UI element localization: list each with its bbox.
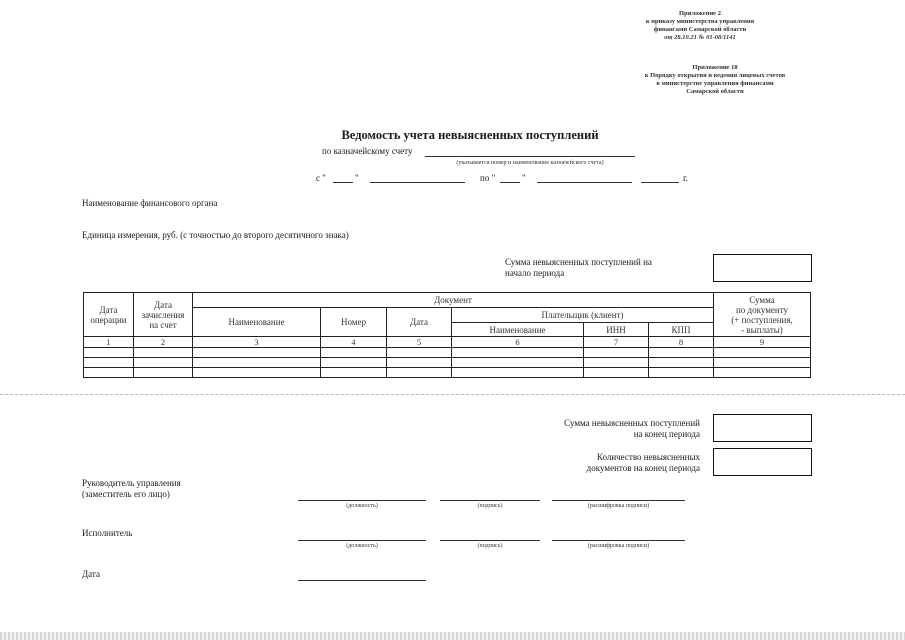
appendix-18-line4: Самарской области [686, 88, 744, 95]
table-cell[interactable] [193, 348, 321, 358]
unit-label: Единица измерения, руб. (с точностью до второго десятичного знака) [82, 230, 349, 240]
table-cell[interactable] [714, 358, 811, 368]
appendix-18-line3: в министерстве управления финансами [656, 80, 774, 87]
document-title: Ведомость учета невыясненных поступлений [341, 128, 599, 142]
table-row [84, 368, 811, 378]
period-to-month-line [537, 182, 632, 183]
header-payer-name: Наименование [452, 323, 584, 337]
header-payer: Плательщик (клиент) [452, 308, 714, 323]
date-label: Дата [82, 569, 100, 579]
period-to-quote: " [522, 173, 526, 183]
executor-signature-caption: (подпись) [477, 543, 503, 549]
table-cell[interactable] [584, 358, 649, 368]
header-date-operation-l1: Дата [99, 304, 118, 315]
header-date-credit-l1: Дата [154, 299, 172, 310]
appendix-2-header [610, 10, 790, 42]
table-row [84, 358, 811, 368]
account-label: по казначейскому счету [322, 146, 413, 156]
col-number-1: 1 [84, 337, 134, 348]
table-cell[interactable] [84, 368, 134, 378]
end-sum-line2: на конец периода [633, 429, 700, 439]
period-from-day-line [333, 182, 353, 183]
end-count-line2: документов на конец периода [586, 463, 700, 473]
executor-position-caption: (должность) [346, 543, 378, 549]
appendix-2-line2: к приказу министерства управления [645, 18, 755, 25]
head-decoding-line[interactable] [552, 500, 685, 501]
scan-divider [0, 394, 905, 395]
account-caption: (указывается номер и наименование казначейского счета) [456, 160, 604, 166]
table-cell[interactable] [84, 348, 134, 358]
appendix-2-line1: Приложение 2 [679, 10, 721, 17]
head-signature-line[interactable] [440, 500, 540, 501]
table-cell[interactable] [649, 358, 714, 368]
header-date-credit [134, 293, 193, 337]
period-to-day-line [500, 182, 520, 183]
table-cell[interactable] [387, 348, 452, 358]
table-cell[interactable] [134, 358, 193, 368]
period-from-quote: " [355, 173, 359, 183]
end-count-box[interactable] [713, 448, 812, 476]
table-cell[interactable] [452, 358, 584, 368]
head-decoding-caption: (расшифровка подписи) [587, 503, 650, 509]
header-document: Документ [193, 293, 714, 308]
table-cell[interactable] [649, 368, 714, 378]
col-number-3: 3 [193, 337, 321, 348]
executor-signature-line[interactable] [440, 540, 540, 541]
table-cell[interactable] [387, 358, 452, 368]
table-cell[interactable] [321, 348, 387, 358]
start-sum-label [505, 257, 652, 279]
scan-bottom-edge [0, 632, 905, 640]
table-cell[interactable] [134, 348, 193, 358]
header-date-operation [84, 293, 134, 337]
header-doc-date: Дата [387, 308, 452, 337]
table-cell[interactable] [321, 368, 387, 378]
header-sum-l2: по документу [735, 304, 789, 315]
period-year-suffix: г. [683, 173, 688, 183]
head-line2: (заместитель его лицо) [82, 489, 170, 499]
period-from-prefix: с " [316, 173, 326, 183]
executor-label: Исполнитель [82, 528, 133, 538]
table-cell[interactable] [193, 358, 321, 368]
period-row [0, 170, 905, 186]
table-cell[interactable] [714, 348, 811, 358]
header-date-credit-l3: на счет [149, 319, 177, 330]
period-from-month-line [370, 182, 465, 183]
table-cell[interactable] [649, 348, 714, 358]
col-number-2: 2 [134, 337, 193, 348]
table-cell[interactable] [84, 358, 134, 368]
header-sum-l3: (+ поступления, [731, 314, 793, 325]
header-sum [714, 293, 811, 337]
table-cell[interactable] [584, 348, 649, 358]
start-sum-box[interactable] [713, 254, 812, 282]
end-sum-line1: Сумма невыясненных поступлений [564, 418, 700, 428]
end-count-label [520, 452, 700, 474]
executor-decoding-caption: (расшифровка подписи) [587, 543, 650, 549]
executor-decoding-line[interactable] [552, 540, 685, 541]
appendix-18-line1: Приложение 18 [692, 64, 738, 71]
header-inn: ИНН [584, 323, 649, 337]
header-sum-l4: - выплаты) [741, 324, 783, 335]
table-cell[interactable] [584, 368, 649, 378]
head-position-line[interactable] [298, 500, 426, 501]
col-number-4: 4 [321, 337, 387, 348]
account-line [425, 156, 635, 157]
head-label [82, 478, 181, 500]
col-number-7: 7 [584, 337, 649, 348]
table-cell[interactable] [714, 368, 811, 378]
table-cell[interactable] [193, 368, 321, 378]
fin-org-label: Наименование финансового органа [82, 198, 218, 208]
start-sum-line1: Сумма невыясненных поступлений на [505, 257, 652, 267]
head-line1: Руководитель управления [82, 478, 181, 488]
start-sum-line2: начало периода [505, 268, 565, 278]
appendix-18-header [600, 64, 830, 96]
period-year-line [641, 182, 679, 183]
header-date-operation-l2: операции [90, 314, 127, 325]
table-cell[interactable] [452, 348, 584, 358]
head-signature-caption: (подпись) [477, 503, 503, 509]
appendix-18-line2: к Порядку открытия и ведения лицевых счетов [644, 72, 786, 79]
end-count-line1: Количество невыясненных [596, 452, 700, 462]
table-cell[interactable] [452, 368, 584, 378]
col-number-8: 8 [649, 337, 714, 348]
header-doc-number: Номер [321, 308, 387, 337]
table-row [84, 348, 811, 358]
end-sum-label [520, 418, 700, 440]
unresolved-receipts-table [83, 292, 811, 378]
head-position-caption: (должность) [346, 503, 378, 509]
end-sum-box[interactable] [713, 414, 812, 442]
col-number-5: 5 [387, 337, 452, 348]
col-number-9: 9 [714, 337, 811, 348]
period-to-prefix: по " [480, 173, 496, 183]
table-cell[interactable] [134, 368, 193, 378]
header-doc-name: Наименование [193, 308, 321, 337]
header-date-credit-l2: зачисления [141, 309, 185, 320]
appendix-2-line4: от 28.10.21 № 01-08/1141 [664, 34, 736, 41]
header-sum-l1: Сумма [749, 294, 775, 305]
appendix-2-line3: финансами Самарской области [653, 26, 747, 33]
table-cell[interactable] [387, 368, 452, 378]
header-kpp: КПП [649, 323, 714, 337]
table-cell[interactable] [321, 358, 387, 368]
date-line[interactable] [298, 580, 426, 581]
col-number-6: 6 [452, 337, 584, 348]
executor-position-line[interactable] [298, 540, 426, 541]
